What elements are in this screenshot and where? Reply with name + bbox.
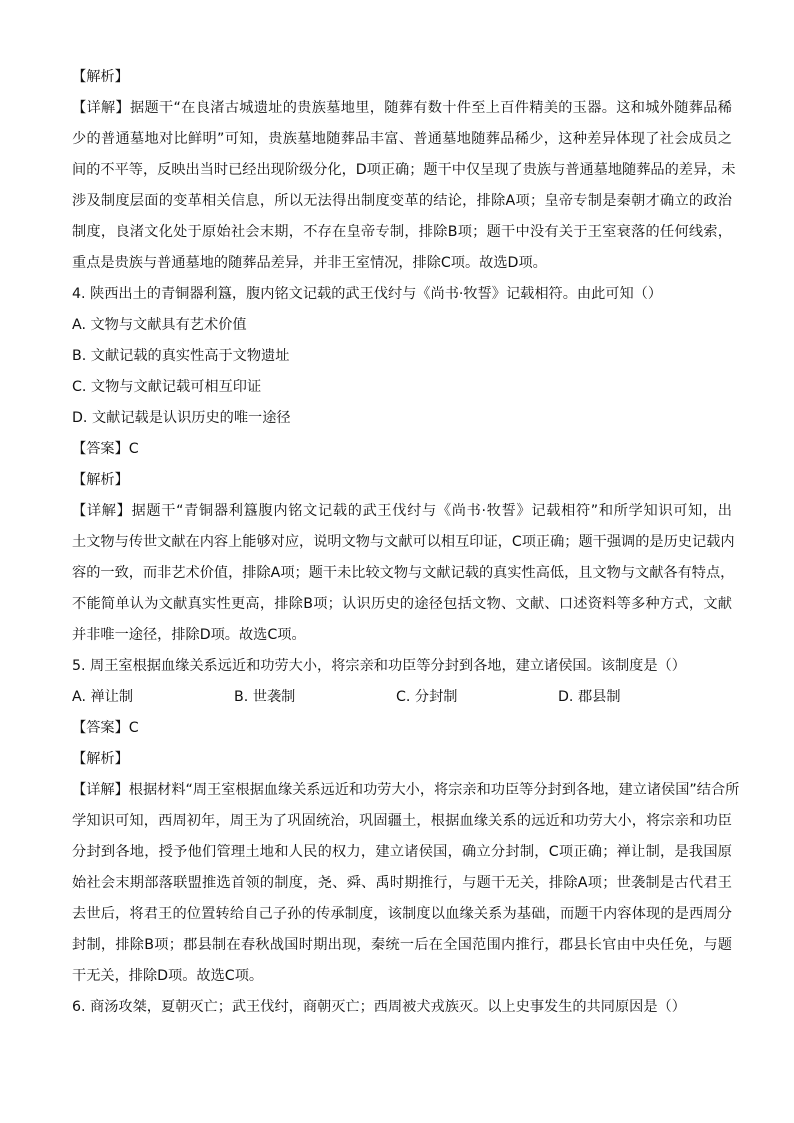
q5-options: [72, 682, 732, 713]
detail-line: 【详解】据题干“青铜器利簋腹内铭文记载的武王伐纣与《尚书·牧誓》记载相符”和所学知识可知，出: [72, 503, 732, 519]
q4-stem: 4. 陕西出土的青铜器利簋，腹内铭文记载的武王伐纣与《尚书·牧誓》记载相符。由此可知（）: [72, 286, 663, 302]
q4-option-a: A. 文物与文献具有艺术价值: [72, 317, 247, 333]
q4-option-d: D. 文献记载是认识历史的唯一途径: [72, 410, 291, 426]
q5-stem: 5. 周王室根据血缘关系远近和功劳大小，将宗亲和功臣等分封到各地，建立诸侯国。该制度是（）: [72, 658, 686, 674]
detail-line: 制度，良渚文化处于原始社会末期，不存在皇帝专制，排除B项；题干中没有关于王室衰落的任何线索，: [72, 224, 732, 240]
document-content: [72, 62, 740, 1023]
detail-line: 封制，排除B项；郡县制在春秋战国时期出现，秦统一后在全国范围内推行，郡县长官由中央任免，与题: [72, 937, 732, 953]
q4-jiexi-label: 【解析】: [72, 472, 129, 488]
detail-line: 去世后，将君王的位置转给自己子孙的传承制度，该制度以血缘关系为基础，而题干内容体现的是西周分: [72, 906, 732, 922]
detail-line: 土文物与传世文献在内容上能够对应，说明文物与文献可以相互印证，C项正确；题干强调的是历史记载内: [72, 534, 735, 550]
q4-option-b: B. 文献记载的真实性高于文物遗址: [72, 348, 290, 364]
detail-line: 涉及制度层面的变革相关信息，所以无法得出制度变革的结论，排除A项；皇帝专制是秦朝才确立的政治: [72, 193, 732, 209]
detail-line: 干无关，排除D项。故选C项。: [72, 968, 264, 984]
q5-option-a: A. 禅让制: [72, 689, 134, 705]
detail-line: 【详解】据题干“在良渚古城遗址的贵族墓地里，随葬有数十件至上百件精美的玉器。这和城外随葬品稀: [72, 100, 732, 116]
q5-jiexi-label: 【解析】: [72, 751, 129, 767]
detail-line: 容的一致，而非艺术价值，排除A项；题干未比较文物与文献记载的真实性高低，且文物与文献各有特点，: [72, 565, 735, 581]
q4-option-c: C. 文物与文献记载可相互印证: [72, 379, 262, 395]
q3-detail: [72, 93, 736, 279]
q5-answer: 【答案】C: [72, 720, 139, 736]
detail-line: 分封到各地，授予他们管理土地和人民的权力，建立诸侯国，确立分封制，C项正确；禅让制，是我国原: [72, 844, 732, 860]
detail-line: 学知识可知，西周初年，周王为了巩固统治，巩固疆土，根据血缘关系的远近和功劳大小，将宗亲和功臣: [72, 813, 732, 829]
detail-line: 并非唯一途径，排除D项。故选C项。: [72, 627, 306, 643]
q5-option-c: C. 分封制: [396, 689, 458, 705]
detail-line: 不能简单认为文献真实性更高，排除B项；认识历史的途径包括文物、文献、口述资料等多种方式，文献: [72, 596, 732, 612]
detail-line: 少的普通墓地对比鲜明”可知，贵族墓地随葬品丰富、普通墓地随葬品稀少，这种差异体现了社会成员之: [72, 131, 732, 147]
detail-line: 始社会末期部落联盟推选首领的制度，尧、舜、禹时期推行，与题干无关，排除A项；世袭制是古代君王: [72, 875, 732, 891]
q4-answer: 【答案】C: [72, 441, 139, 457]
detail-line: 重点是贵族与普通墓地的随葬品差异，并非王室情况，排除C项。故选D项。: [72, 255, 547, 271]
detail-line: 间的不平等，反映出当时已经出现阶级分化，D项正确；题干中仅呈现了贵族与普通墓地随葬品的差异，未: [72, 162, 736, 178]
q5-option-d: D. 郡县制: [558, 689, 621, 705]
q6-stem: 6. 商汤攻桀，夏朝灭亡；武王伐纣，商朝灭亡；西周被犬戎族灭。以上史事发生的共同原因是（）: [72, 999, 686, 1015]
detail-line: 【详解】根据材料“周王室根据血缘关系远近和功劳大小，将宗亲和功臣等分封到各地，建立诸侯国”结合所: [72, 782, 740, 798]
jiexi-label: 【解析】: [72, 69, 129, 85]
q5-option-b: B. 世袭制: [234, 689, 296, 705]
q4-detail: [72, 496, 735, 651]
q5-detail: [72, 775, 740, 992]
